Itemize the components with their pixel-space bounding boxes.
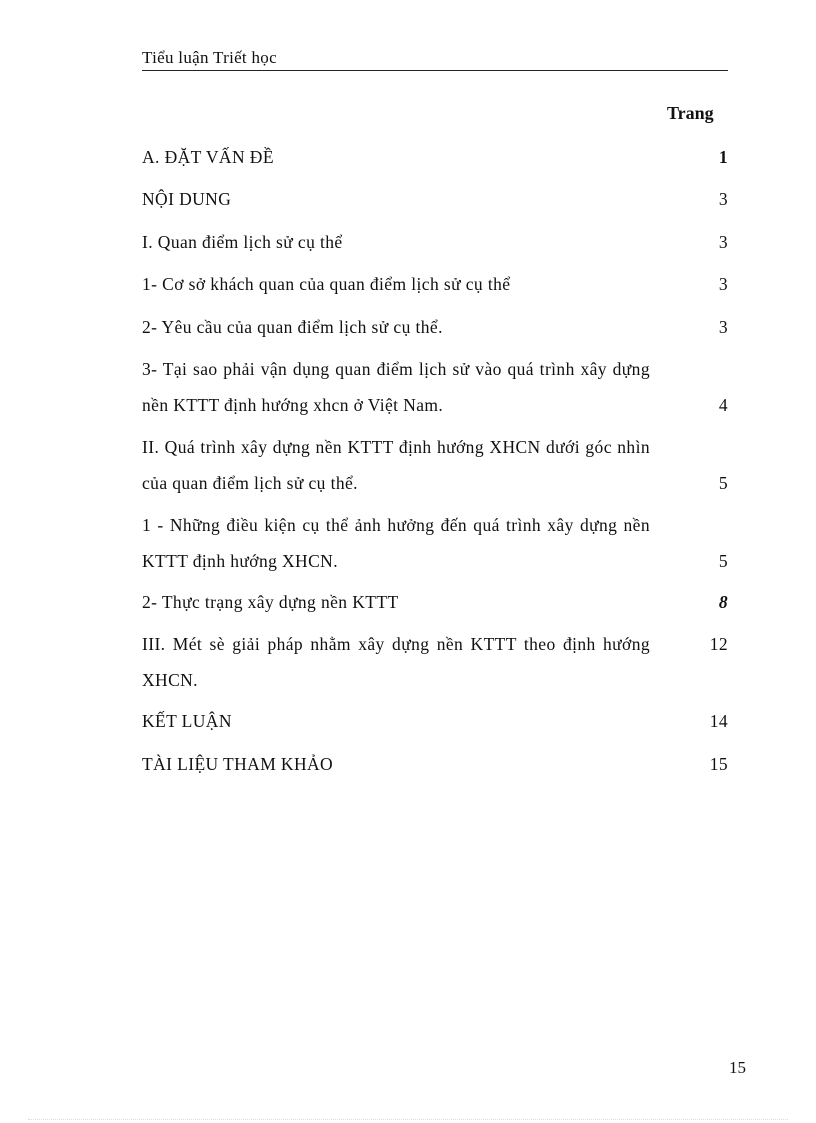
- toc-entry: [142, 626, 728, 698]
- toc-entry-page: 12: [709, 634, 728, 654]
- toc-entry-page: 1: [718, 147, 728, 167]
- toc-entry-page: 5: [718, 551, 728, 571]
- toc-entry-text: 2- Yêu cầu của quan điểm lịch sử cụ thể.: [142, 317, 443, 337]
- toc-entry: [142, 429, 728, 501]
- footer-page-number: 15: [729, 1058, 746, 1077]
- toc-entry: [142, 224, 728, 260]
- toc-entry-page: 5: [718, 473, 728, 493]
- toc-entry: [142, 703, 728, 739]
- toc-entry-page: 3: [718, 189, 728, 209]
- page-header: [142, 48, 728, 71]
- toc-entry-page: 15: [709, 754, 728, 774]
- toc-entry: [142, 266, 728, 302]
- toc-entry: [142, 746, 728, 782]
- toc-entry-page: 4: [718, 395, 728, 415]
- header-title: Tiểu luận Triết học: [142, 48, 277, 67]
- toc-entry: [142, 309, 728, 345]
- toc-entry: [142, 351, 728, 423]
- toc-entry-text: NỘI DUNG: [142, 189, 232, 209]
- toc-entry-page: 3: [718, 317, 728, 337]
- page-column-label: Trang: [667, 103, 714, 123]
- toc-entry: [142, 507, 728, 579]
- toc-entry: [142, 139, 728, 175]
- toc-entry-text: 1 - Những điều kiện cụ thể ảnh hưởng đến quá trình xây dựng nền KTTT định hướng XHCN.: [142, 515, 650, 571]
- toc-entry-text: KẾT LUẬN: [142, 711, 232, 731]
- toc-entry-text: 3- Tại sao phải vận dụng quan điểm lịch sử vào quá trình xây dựng nền KTTT định hướng xhcn ở Việt Nam.: [142, 359, 650, 415]
- toc-entry-page: 3: [718, 274, 728, 294]
- toc-entry: [142, 181, 728, 217]
- toc-entry: [142, 584, 728, 620]
- toc-entry-page: 8: [718, 592, 728, 612]
- toc-entry-text: I. Quan điểm lịch sử cụ thể: [142, 232, 343, 252]
- toc-entry-page: 3: [718, 232, 728, 252]
- toc-entry-page: 14: [709, 711, 728, 731]
- toc-entry-text: A. ĐẶT VẤN ĐỀ: [142, 147, 274, 167]
- toc-entry-text: 2- Thực trạng xây dựng nền KTTT: [142, 592, 399, 612]
- toc-entry-text: 1- Cơ sở khách quan của quan điểm lịch sử cụ thể: [142, 274, 511, 294]
- toc-entry-text: TÀI LIỆU THAM KHẢO: [142, 754, 334, 774]
- page-bottom-divider: [28, 1119, 788, 1120]
- toc-entry-text: II. Quá trình xây dựng nền KTTT định hướng XHCN dưới góc nhìn của quan điểm lịch sử cụ thể.: [142, 437, 650, 493]
- toc-entry-text: III. Mét sè giải pháp nhằm xây dựng nền KTTT theo định hướng XHCN.: [142, 634, 650, 690]
